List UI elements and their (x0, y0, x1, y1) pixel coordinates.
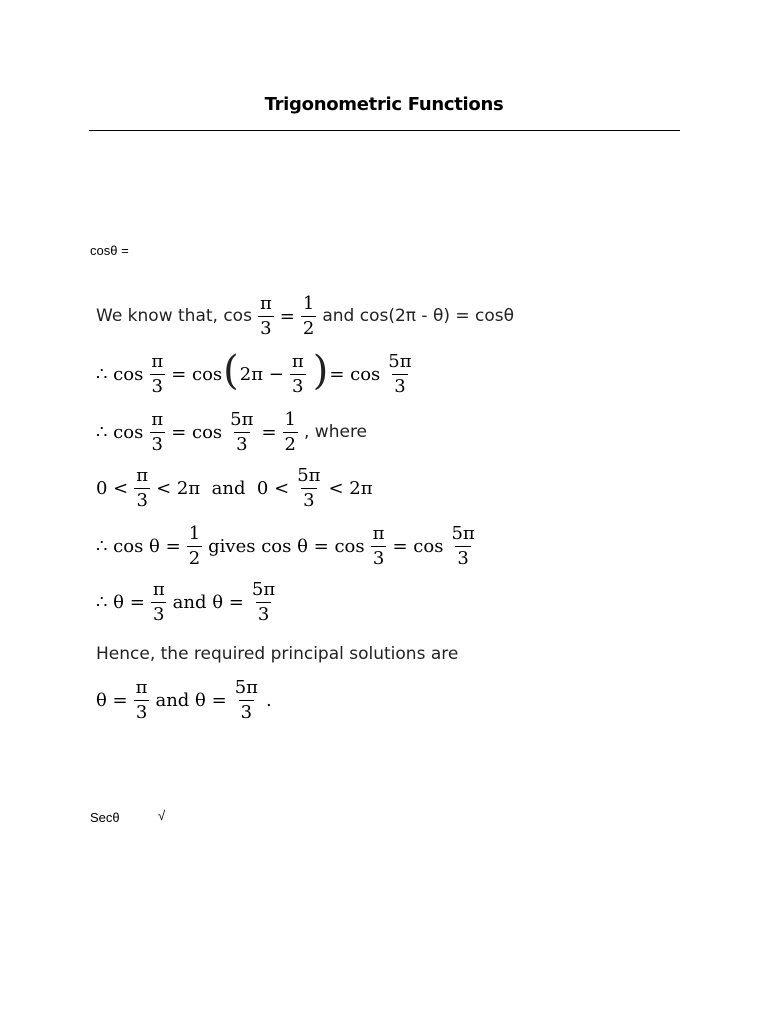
text: ∴ cos θ = (96, 535, 181, 557)
page-title: Trigonometric Functions (264, 94, 504, 115)
fraction: $\frac{\pi}{3}$ (151, 409, 164, 455)
fraction: $\frac{\pi}{3}$ (372, 523, 385, 569)
text: and θ = (155, 689, 227, 711)
footer-label: Secθ (90, 810, 120, 825)
solution-line-2: ∴ cos $\frac{\pi}{3}$ = cos ( 2π − $\frac{\pi}{3}$ ) = cos $\frac{5\pi}{3}$ (96, 348, 412, 397)
text: and cos(2π - θ) = cosθ (322, 306, 515, 327)
fraction: $\frac{5\pi}{3}$ (251, 579, 276, 625)
text: ∴ cos (96, 421, 144, 443)
text: θ = (96, 689, 128, 711)
solution-line-4 (96, 466, 373, 511)
text: = cos (171, 363, 223, 385)
solution-line-6 (96, 580, 283, 625)
text: , where (304, 422, 368, 443)
text: Hence, the required principal solutions are (96, 644, 459, 664)
fraction: $\frac{5\pi}{3}$ (388, 351, 412, 397)
solution-line-5 (96, 524, 483, 569)
solution-line-1 (96, 294, 514, 339)
solution-line-8 (96, 678, 272, 723)
fraction: $\frac{1}{2}$ (302, 293, 315, 339)
text: . (266, 689, 272, 711)
solution-line-3 (96, 410, 367, 455)
text: ∴ cos (96, 363, 144, 385)
fraction: $\frac{5\pi}{3}$ (234, 677, 258, 723)
solution-line-7 (96, 644, 458, 664)
fraction: $\frac{\pi}{3}$ (136, 465, 149, 511)
fraction: $\frac{\pi}{3}$ (259, 293, 272, 339)
fraction: $\frac{\pi}{3}$ (135, 677, 148, 723)
question-label: cosθ = (90, 243, 129, 258)
sqrt-symbol: √ (158, 808, 166, 823)
fraction: $\frac{1}{2}$ (284, 409, 296, 455)
fraction: $\frac{5\pi}{3}$ (230, 409, 254, 455)
text: We know that, cos (96, 306, 252, 327)
text: < 2π (328, 477, 373, 499)
text: < 2π and 0 < (156, 477, 290, 499)
text: 0 < (96, 477, 129, 499)
text: ∴ θ = (96, 591, 145, 613)
text: = (279, 305, 295, 327)
title-divider (89, 130, 680, 131)
fraction: $\frac{1}{2}$ (188, 523, 201, 569)
fraction: $\frac{5\pi}{3}$ (297, 465, 321, 511)
text: gives cos θ = cos (208, 535, 365, 557)
fraction: $\frac{5\pi}{3}$ (451, 523, 475, 569)
fraction: $\frac{\pi}{3}$ (291, 351, 304, 397)
fraction: $\frac{\pi}{3}$ (152, 579, 165, 625)
text: and θ = (172, 591, 244, 613)
text: 2π − (239, 363, 284, 385)
text: = cos (329, 363, 381, 385)
fraction: $\frac{\pi}{3}$ (151, 351, 164, 397)
text: = cos (392, 535, 444, 557)
text: = (261, 421, 277, 443)
text: = cos (171, 421, 223, 443)
